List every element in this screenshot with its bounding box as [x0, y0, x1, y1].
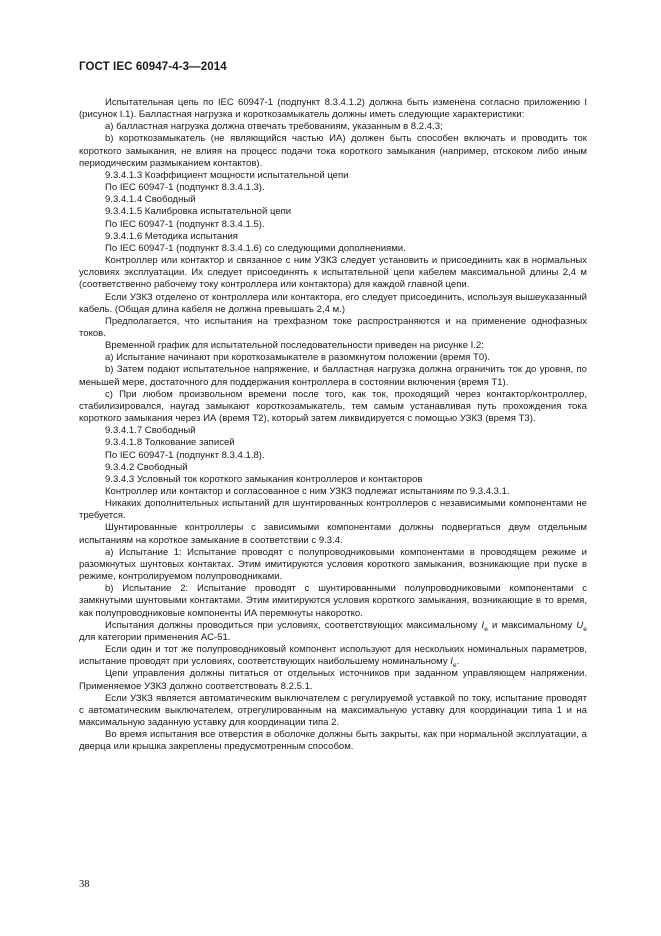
- section-heading: 9.3.4.2 Свободный: [105, 461, 188, 473]
- paragraph: Предполагается, что испытания на трехфазном токе распространяются и на применение однофазных токов.: [79, 315, 587, 339]
- text-run: для категории применения АС-51.: [79, 631, 231, 643]
- paragraph: Временной график для испытательной последовательности приведен на рисунке I.2:: [105, 340, 484, 352]
- paragraph: По IEC 60947-1 (подпункт 8.3.4.1.8).: [105, 449, 265, 461]
- paragraph: Во время испытания все отверстия в оболочке должны быть закрыты, как при нормальной эксплуатации, а дверца или крышка закреплены предусмотренным способом.: [79, 729, 587, 753]
- symbol-voltage: U: [576, 619, 584, 631]
- paragraph: Если УЗКЗ является автоматическим выключателем с регулируемой уставкой по току, испытание проводят с автоматическим выключателем, отрегулированным на максимальную уставку для координации типа 1 и на максимальную заданную уставку для координации типа 2.: [79, 692, 587, 728]
- paragraph-ie-conditions: [79, 620, 587, 644]
- symbol-subscript: e: [452, 662, 457, 670]
- document-header: ГОСТ IEC 60947-4-3—2014: [79, 61, 227, 73]
- list-item: b) Затем подают испытательное напряжение, и балластная нагрузка должна ограничить ток до уровня, по меньшей мере, достаточного для поддержания контроллера в состоянии включения (время Т1).: [79, 364, 587, 388]
- section-heading: 9.3.4.1.8 Толкование записей: [105, 437, 235, 449]
- list-item: b) Испытание 2: Испытание проводят с шунтированными полупроводниковыми компонентами с замкнутыми шунтовыми контактами. Этим имитируются условия короткого замыкания, возникающие в то время, как полупроводниковые компоненты ИА перемкнуты накоротко.: [79, 583, 587, 619]
- symbol-subscript: e: [583, 625, 588, 633]
- page-number: 38: [79, 879, 90, 890]
- paragraph: Контроллер или контактор и связанное с ним УЗКЗ следует установить и присоединить как в нормальных условиях эксплуатации. Их следует присоединять к испытательной цепи кабелем максимальной длины 2,4 м (соответственно рабочему току контроллера или контактора) для каждой главной цепи.: [79, 255, 587, 291]
- text-run: Испытания должны проводиться при условиях, соответствующих максимальному: [105, 619, 482, 631]
- paragraph: По IEC 60947-1 (подпункт 8.3.4.1.6) со следующими дополнениями.: [105, 242, 406, 254]
- paragraph: Контроллер или контактор и согласованное с ним УЗКЗ подлежат испытаниям по 9.3.4.3.1.: [105, 486, 510, 497]
- text-run: Если один и тот же полупроводниковый компонент используют для нескольких номинальных параметров, испытание проводят при условиях, соответствующих наибольшему номинальному: [79, 644, 587, 668]
- text-run: и максимальному: [487, 619, 577, 631]
- paragraph: Если УЗКЗ отделено от контроллера или контактора, его следует присоединить, используя вышеуказанный кабель. (Общая длина кабеля не должна превышать 2,4 м.): [79, 291, 587, 315]
- section-heading: 9.3.4.1.7 Свободный: [105, 425, 196, 437]
- list-item: а) Испытание начинают при короткозамыкателе в разомкнутом положении (время Т0).: [105, 352, 490, 364]
- section-heading: 9.3.4.1.5 Калибровка испытательной цепи: [105, 206, 292, 218]
- section-heading: 9.3.4.1.6 Методика испытания: [105, 230, 238, 242]
- section-heading: 9.3.4.1.3 Коэффициент мощности испытательной цепи: [105, 169, 349, 181]
- document-body: [79, 97, 587, 753]
- symbol-current: I: [450, 656, 453, 668]
- list-item: b) короткозамыкатель (не являющийся частью ИА) должен быть способен включать и проводить ток короткого замыкания, не влияя на процесс подачи тока короткого замыкания (например, отскоком либо иным периодическим размыканием контактов).: [79, 133, 587, 169]
- paragraph: По IEC 60947-1 (подпункт 8.3.4.1.5).: [105, 218, 265, 230]
- paragraph: Цепи управления должны питаться от отдельных источников при заданном управляющем напряжении. Применяемое УЗКЗ должно соответствовать 8.2.5.1.: [79, 668, 587, 692]
- symbol-subscript: e: [484, 625, 488, 633]
- list-item: а) Испытание 1: Испытание проводят с полупроводниковыми компонентами в проводящем режиме и разомкнутых шунтовых контактах. Этим имитируются условия короткого замыкания, возникающие при пуске в режиме, контролируемом полупроводниками.: [79, 546, 587, 583]
- paragraph-ie-ratings: [79, 644, 587, 668]
- paragraph: Испытательная цепь по IEC 60947-1 (подпункт 8.3.4.1.2) должна быть изменена согласно приложению I (рисунок I.1). Балластная нагрузка и короткозамыкатель должны иметь следующие характеристики:: [79, 97, 587, 121]
- symbol-current: I: [481, 619, 485, 631]
- text-run: .: [456, 656, 460, 668]
- paragraph: Шунтированные контроллеры с зависимыми компонентами должны подвергаться двум отдельным испытаниям на короткое замыкание в соответствии с 9.3.4.: [79, 522, 587, 546]
- paragraph: Никаких дополнительных испытаний для шунтированных контроллеров с независимыми компонентами не требуется.: [79, 498, 587, 522]
- paragraph: По IEC 60947-1 (подпункт 8.3.4.1.3).: [105, 182, 265, 194]
- section-heading: 9.3.4.3 Условный ток короткого замыкания контроллеров и контакторов: [105, 473, 423, 485]
- list-item: а) балластная нагрузка должна отвечать требованиям, указанным в 8.2.4.3;: [105, 121, 443, 133]
- section-heading: 9.3.4.1.4 Свободный: [105, 194, 196, 206]
- list-item: с) При любом произвольном времени после того, как ток, проходящий через контактор/контроллер, стабилизировался, наугад замыкают короткозамыкатель, тем самым устанавливая путь прохождения тока короткого замыкания через ИА (время Т2), который затем ликвидируется с помощью УЗКЗ (время Т3).: [79, 388, 587, 425]
